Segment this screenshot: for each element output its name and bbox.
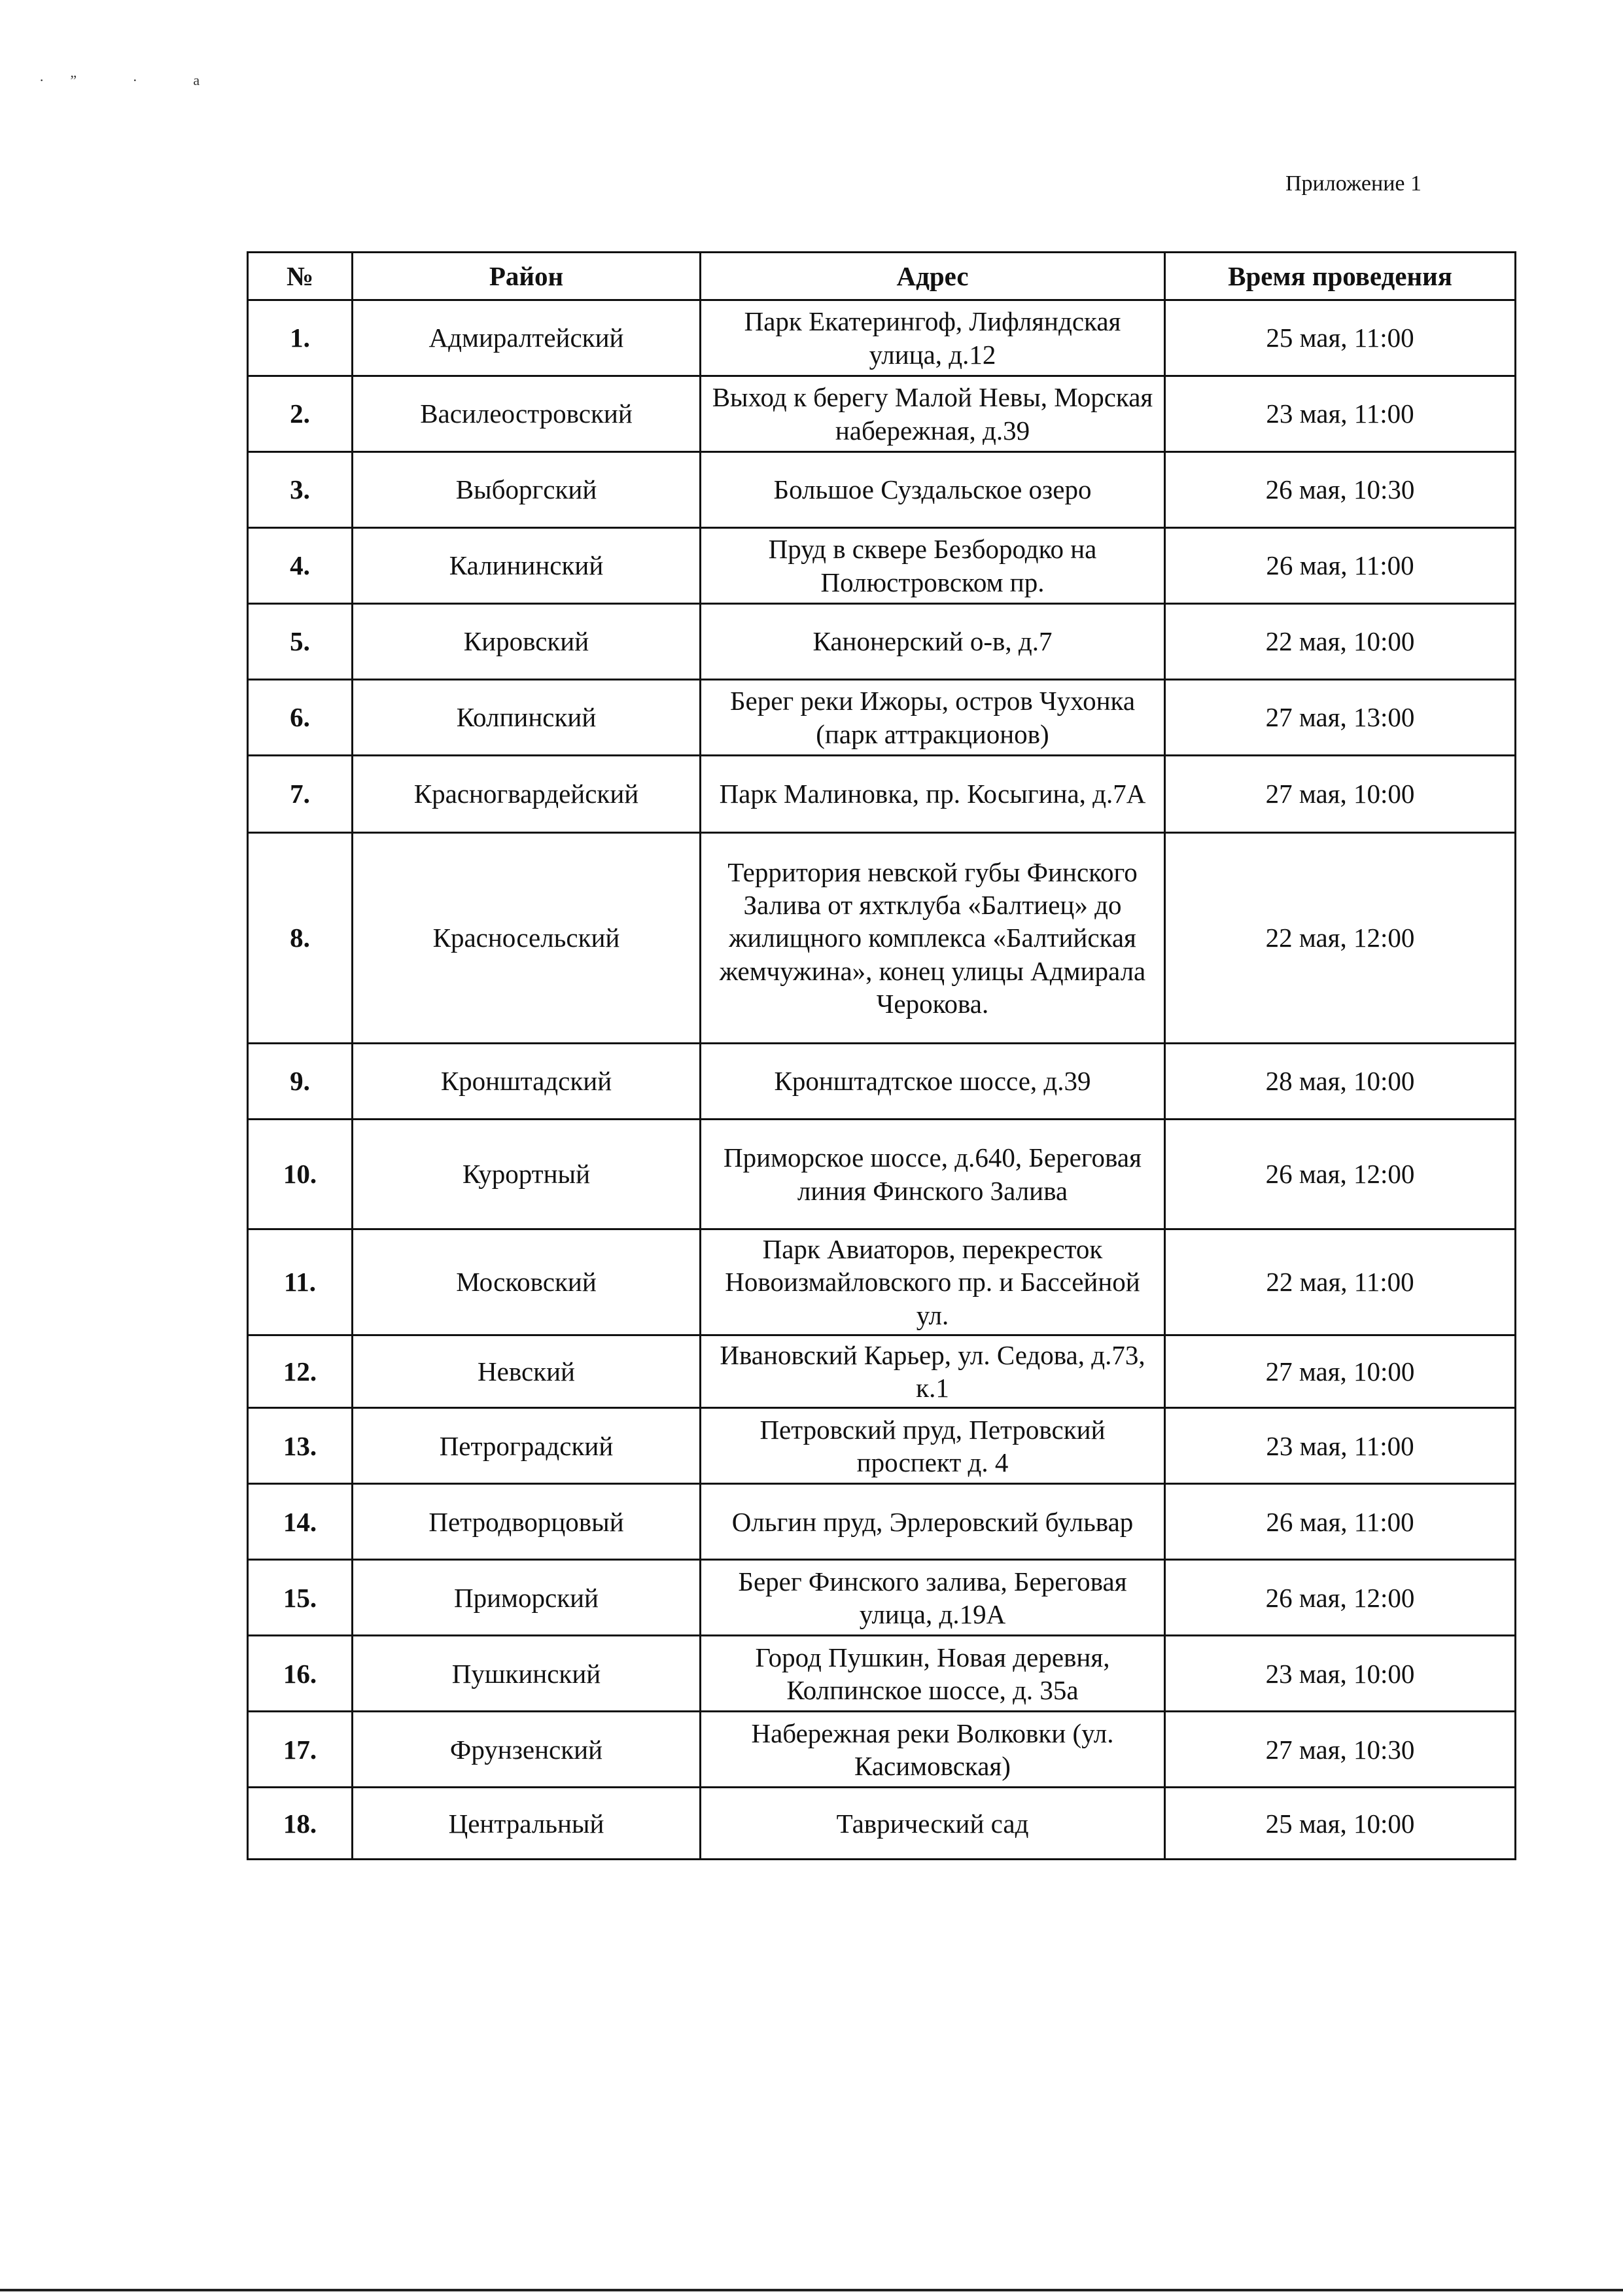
row-time: 25 мая, 10:00 [1165, 1788, 1516, 1860]
row-district: Приморский [353, 1560, 701, 1636]
row-time: 22 мая, 12:00 [1165, 833, 1516, 1044]
row-number: 12. [248, 1335, 353, 1408]
row-address: Канонерский о-в, д.7 [701, 604, 1165, 680]
table-row [248, 1560, 1516, 1636]
row-address: Таврический сад [701, 1788, 1165, 1860]
row-time: 27 мая, 10:00 [1165, 756, 1516, 833]
row-number: 13. [248, 1408, 353, 1484]
row-address: Парк Екатерингоф, Лифляндская улица, д.12 [701, 300, 1165, 376]
table-row [248, 1229, 1516, 1335]
row-number: 5. [248, 604, 353, 680]
row-address: Петровский пруд, Петровский проспект д. 4 [701, 1408, 1165, 1484]
row-time: 27 мая, 10:00 [1165, 1335, 1516, 1408]
row-time: 22 мая, 11:00 [1165, 1229, 1516, 1335]
row-time: 26 мая, 10:30 [1165, 452, 1516, 528]
column-header-district: Район [353, 253, 701, 300]
table-row [248, 1788, 1516, 1860]
row-district: Петродворцовый [353, 1484, 701, 1560]
table-row [248, 680, 1516, 756]
table-row [248, 1636, 1516, 1712]
row-address: Приморское шоссе, д.640, Береговая линия Финского Залива [701, 1120, 1165, 1229]
row-number: 15. [248, 1560, 353, 1636]
row-district: Красносельский [353, 833, 701, 1044]
row-address: Набережная реки Волковки (ул. Касимовская) [701, 1712, 1165, 1788]
row-district: Центральный [353, 1788, 701, 1860]
row-time: 22 мая, 10:00 [1165, 604, 1516, 680]
row-address: Берег реки Ижоры, остров Чухонка (парк аттракционов) [701, 680, 1165, 756]
column-header-time: Время проведения [1165, 253, 1516, 300]
row-address: Город Пушкин, Новая деревня, Колпинское шоссе, д. 35а [701, 1636, 1165, 1712]
table-row [248, 528, 1516, 604]
row-district: Красногвардейский [353, 756, 701, 833]
row-time: 26 мая, 11:00 [1165, 528, 1516, 604]
row-time: 23 мая, 11:00 [1165, 376, 1516, 452]
table-row [248, 376, 1516, 452]
row-district: Петроградский [353, 1408, 701, 1484]
row-time: 23 мая, 11:00 [1165, 1408, 1516, 1484]
row-number: 3. [248, 452, 353, 528]
row-district: Выборгский [353, 452, 701, 528]
row-district: Фрунзенский [353, 1712, 701, 1788]
row-time: 23 мая, 10:00 [1165, 1636, 1516, 1712]
row-number: 17. [248, 1712, 353, 1788]
row-number: 8. [248, 833, 353, 1044]
row-number: 18. [248, 1788, 353, 1860]
table-row [248, 1408, 1516, 1484]
row-district: Кронштадский [353, 1044, 701, 1120]
table-row [248, 833, 1516, 1044]
row-number: 16. [248, 1636, 353, 1712]
row-district: Московский [353, 1229, 701, 1335]
row-district: Курортный [353, 1120, 701, 1229]
row-address: Большое Суздальское озеро [701, 452, 1165, 528]
row-district: Невский [353, 1335, 701, 1408]
table-row [248, 1712, 1516, 1788]
table-header-row [248, 253, 1516, 300]
row-number: 11. [248, 1229, 353, 1335]
row-number: 10. [248, 1120, 353, 1229]
table-row [248, 1120, 1516, 1229]
row-address: Берег Финского залива, Береговая улица, д.19А [701, 1560, 1165, 1636]
row-number: 6. [248, 680, 353, 756]
row-district: Адмиралтейский [353, 300, 701, 376]
table-row [248, 1335, 1516, 1408]
row-address: Ольгин пруд, Эрлеровский бульвар [701, 1484, 1165, 1560]
table-row [248, 604, 1516, 680]
row-number: 4. [248, 528, 353, 604]
row-number: 14. [248, 1484, 353, 1560]
appendix-label: Приложение 1 [1285, 171, 1422, 196]
table-row [248, 452, 1516, 528]
row-time: 26 мая, 12:00 [1165, 1560, 1516, 1636]
row-address: Парк Малиновка, пр. Косыгина, д.7А [701, 756, 1165, 833]
table-row [248, 756, 1516, 833]
row-number: 7. [248, 756, 353, 833]
schedule-table [247, 251, 1516, 1860]
row-time: 28 мая, 10:00 [1165, 1044, 1516, 1120]
column-header-address: Адрес [701, 253, 1165, 300]
row-time: 27 мая, 13:00 [1165, 680, 1516, 756]
scan-bottom-edge [0, 2289, 1623, 2291]
table-row [248, 1044, 1516, 1120]
row-address: Пруд в сквере Безбородко на Полюстровском пр. [701, 528, 1165, 604]
row-time: 27 мая, 10:30 [1165, 1712, 1516, 1788]
row-address: Ивановский Карьер, ул. Седова, д.73, к.1 [701, 1335, 1165, 1408]
row-address: Парк Авиаторов, перекресток Новоизмайловского пр. и Бассейной ул. [701, 1229, 1165, 1335]
row-district: Кировский [353, 604, 701, 680]
row-time: 26 мая, 11:00 [1165, 1484, 1516, 1560]
scan-artifact-text: ·” · a [39, 72, 226, 88]
row-time: 26 мая, 12:00 [1165, 1120, 1516, 1229]
row-address: Территория невской губы Финского Залива от яхтклуба «Балтиец» до жилищного комплекса «Балтийская жемчужина», конец улицы Адмирала Черокова. [701, 833, 1165, 1044]
table-row [248, 300, 1516, 376]
row-time: 25 мая, 11:00 [1165, 300, 1516, 376]
column-header-number: № [248, 253, 353, 300]
row-district: Пушкинский [353, 1636, 701, 1712]
row-number: 1. [248, 300, 353, 376]
table-row [248, 1484, 1516, 1560]
row-district: Колпинский [353, 680, 701, 756]
row-district: Василеостровский [353, 376, 701, 452]
row-number: 9. [248, 1044, 353, 1120]
row-address: Выход к берегу Малой Невы, Морская набережная, д.39 [701, 376, 1165, 452]
row-address: Кронштадтское шоссе, д.39 [701, 1044, 1165, 1120]
row-district: Калининский [353, 528, 701, 604]
row-number: 2. [248, 376, 353, 452]
